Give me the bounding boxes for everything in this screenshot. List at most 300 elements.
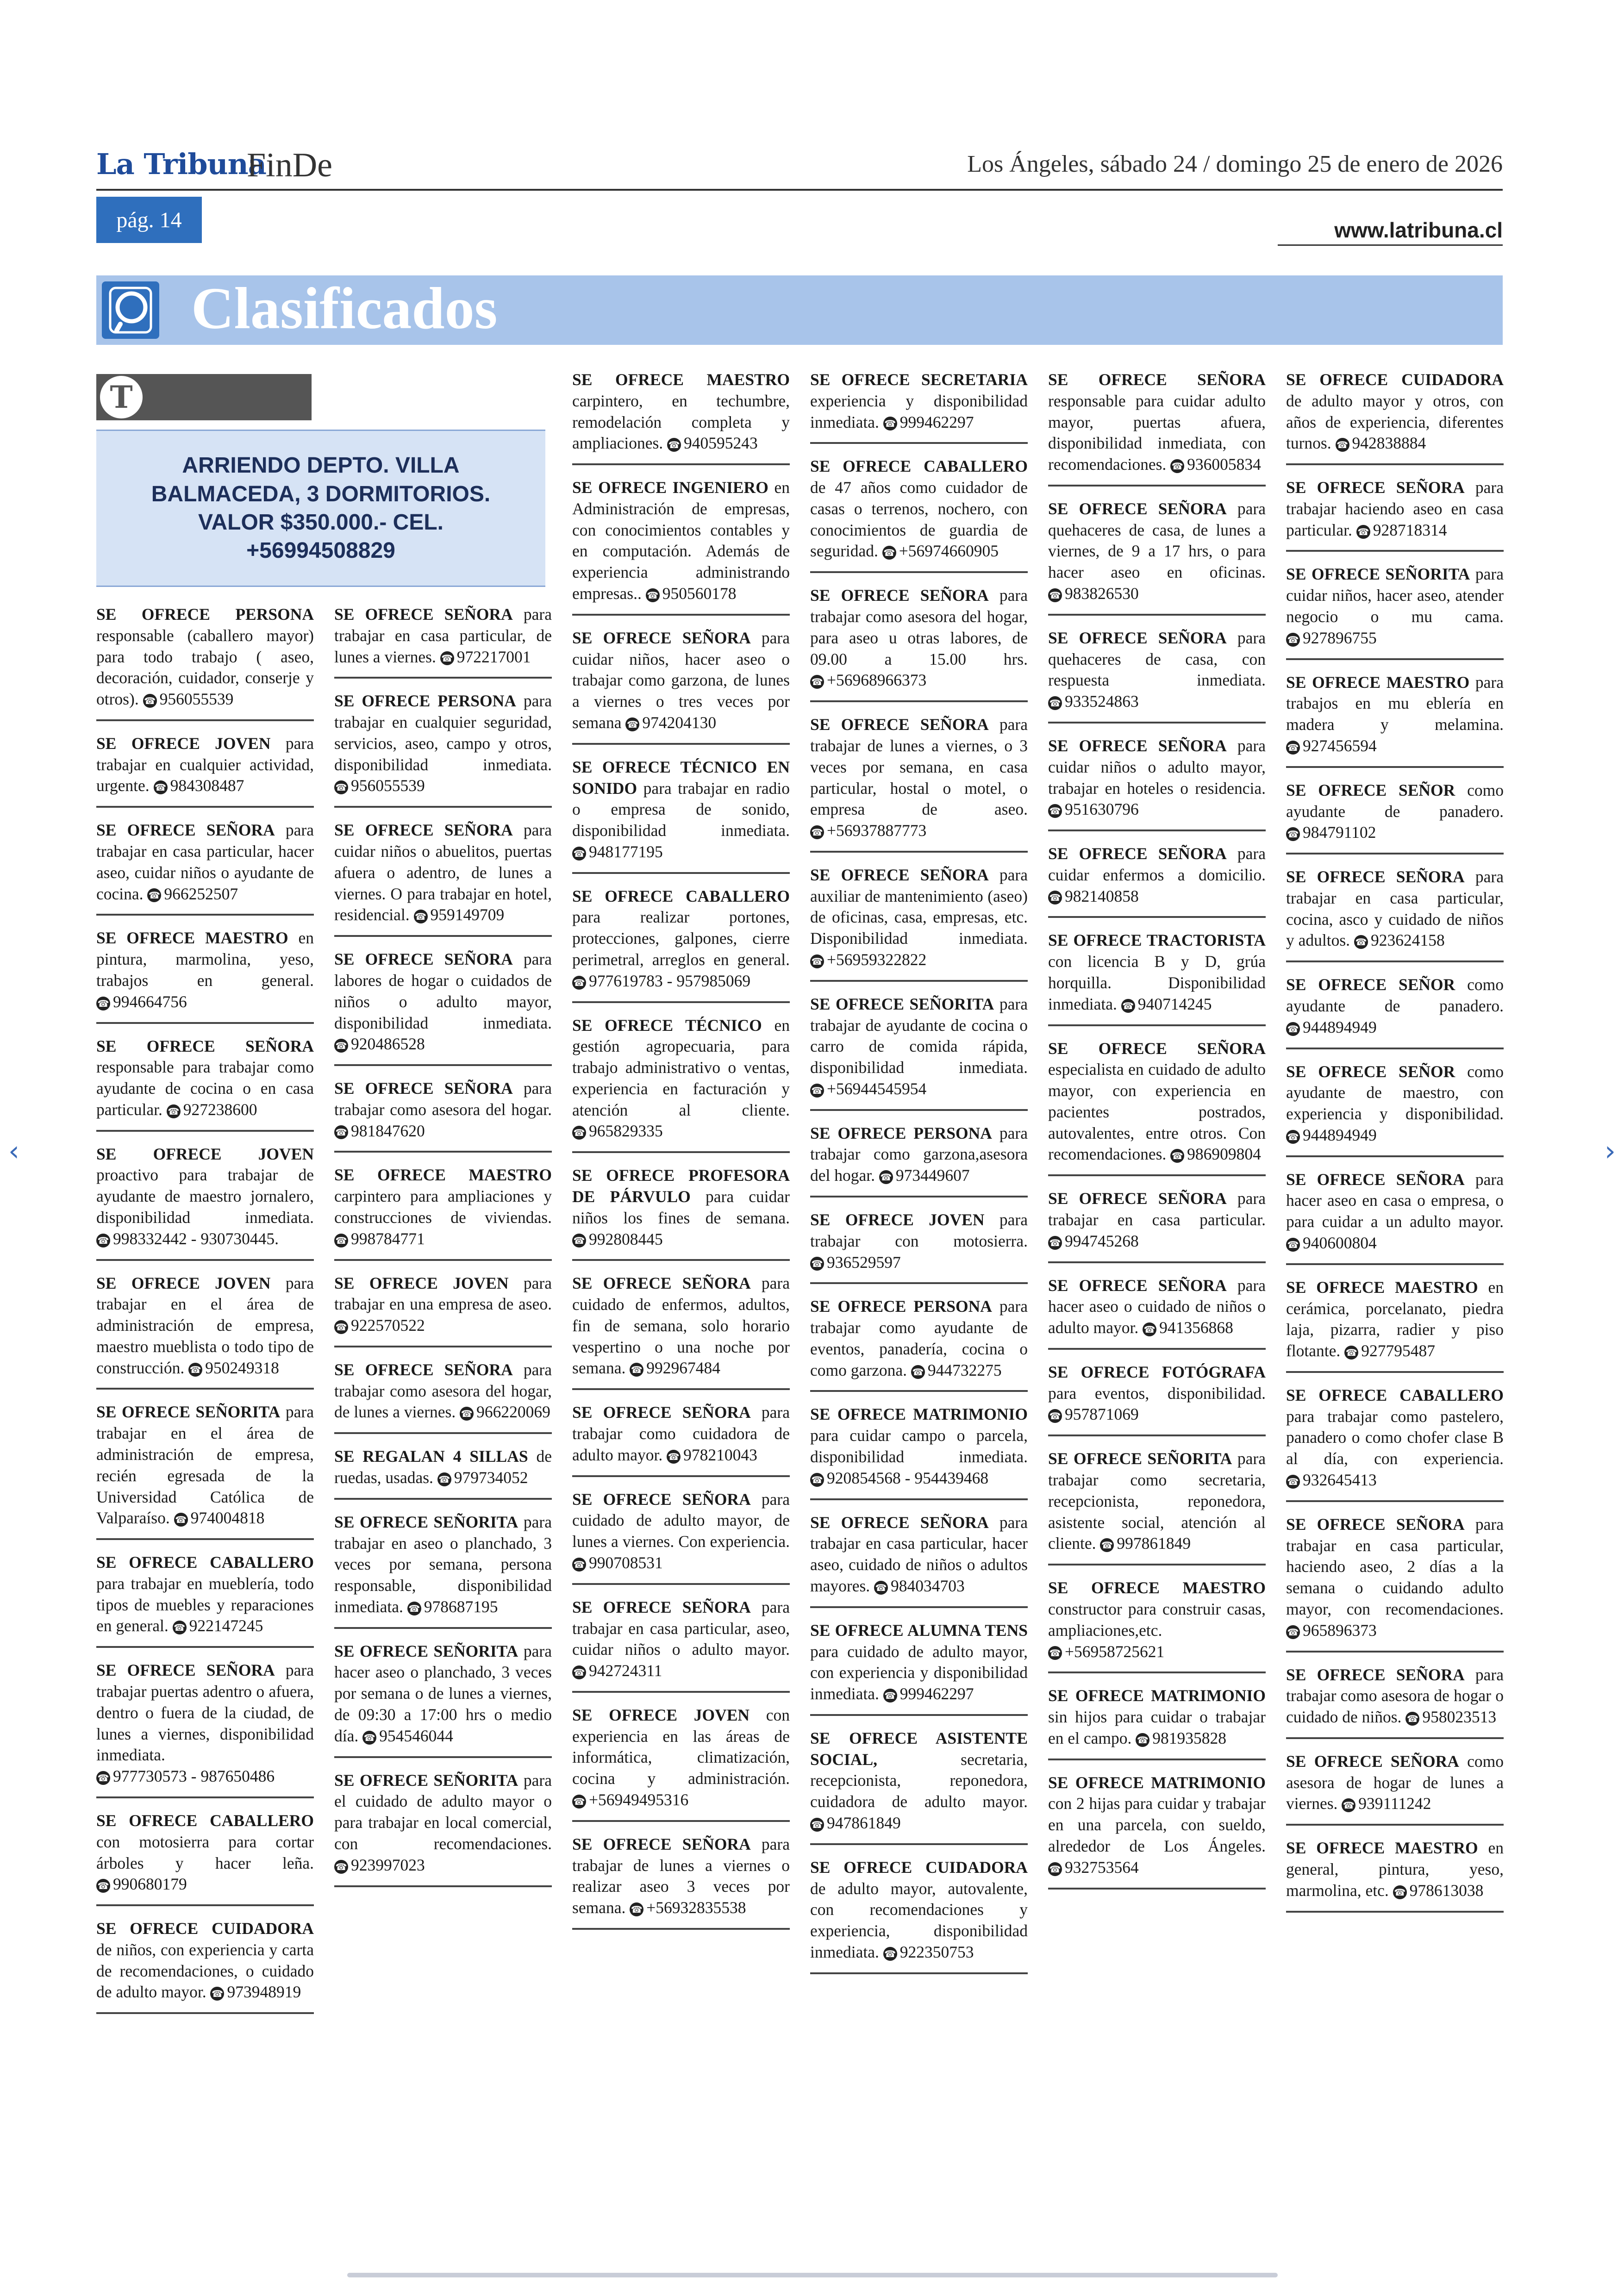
ad-phone[interactable] — [147, 885, 238, 903]
ad-phone[interactable] — [1121, 995, 1212, 1013]
classified-ad — [1286, 672, 1504, 768]
phone-number[interactable]: 922570522 — [351, 1316, 425, 1335]
phone-number[interactable]: 986909804 — [1187, 1145, 1261, 1164]
classified-ad — [96, 1402, 314, 1540]
ad-phone[interactable] — [167, 1100, 257, 1119]
classifieds-column-5 — [1048, 369, 1266, 1902]
ad-phone[interactable] — [154, 776, 244, 795]
ad-phone[interactable] — [630, 1898, 746, 1917]
ad-phone[interactable] — [874, 1577, 965, 1595]
phone-number[interactable]: 959149709 — [430, 905, 505, 924]
ad-phone[interactable] — [879, 1166, 970, 1185]
classified-ad — [572, 1705, 790, 1822]
phone-number[interactable]: 932753564 — [1065, 1858, 1139, 1877]
ad-heading: SE OFRECE PERSONA — [334, 692, 516, 711]
ad-phone[interactable] — [188, 1359, 279, 1377]
ad-body: experiencia y disponibilidad inmediata. — [810, 391, 1028, 431]
ad-phone[interactable] — [1286, 1234, 1377, 1252]
ad-heading: SE OFRECE MAESTRO — [96, 929, 288, 948]
phone-number[interactable]: 965829335 — [589, 1122, 663, 1141]
phone-number[interactable]: 957871069 — [1065, 1405, 1139, 1424]
phone-icon: ☎ — [572, 1126, 586, 1140]
ad-body: para trabajar como secretaria, recepcionista, reponedora, asistente social, atención al cliente. — [1048, 1449, 1266, 1553]
phone-number[interactable]: 977730573 - 987650486 — [113, 1767, 275, 1786]
phone-number[interactable]: 922350753 — [899, 1942, 974, 1961]
phone-number[interactable]: 994664756 — [113, 992, 187, 1011]
ad-phone[interactable] — [572, 842, 663, 861]
classified-ad — [810, 714, 1028, 853]
phone-number[interactable]: 958023513 — [1422, 1708, 1497, 1727]
phone-number[interactable]: 922147245 — [189, 1616, 263, 1635]
phone-icon: ☎ — [572, 1558, 586, 1572]
ad-phone[interactable] — [810, 671, 926, 689]
ad-body: para cuidar campo o parcela, disponibilidad inmediata. — [810, 1426, 1028, 1466]
phone-icon: ☎ — [174, 1513, 188, 1527]
classified-ad — [572, 369, 790, 465]
ad-heading: SE OFRECE CABALLERO — [96, 1553, 314, 1572]
ad-phone[interactable] — [625, 713, 716, 732]
ad-body: carpintero para ampliaciones y construcciones de viviendas. — [334, 1187, 552, 1227]
ad-body: para trabajar como pastelero, panadero o como chofer clase B al día, con experiencia. — [1286, 1407, 1504, 1468]
ad-heading: SE OFRECE MATRIMONIO — [1048, 1686, 1266, 1705]
phone-icon: ☎ — [414, 910, 428, 923]
classified-ad — [1048, 1188, 1266, 1263]
ad-phone[interactable] — [1048, 692, 1139, 711]
classified-ad — [810, 456, 1028, 573]
classified-ad — [810, 585, 1028, 702]
ad-body: con licencia B y D, grúa horquilla. Disponibilidad inmediata. — [1048, 952, 1266, 1013]
phone-icon: ☎ — [1121, 999, 1135, 1013]
ad-phone[interactable] — [882, 542, 999, 560]
ad-heading: SE OFRECE MATRIMONIO — [1048, 1773, 1266, 1792]
ad-phone[interactable] — [667, 1446, 757, 1464]
ad-phone[interactable] — [96, 992, 187, 1011]
ad-body: para trabajar en casa particular, aseo, cuidar niños o adulto mayor. — [572, 1597, 790, 1659]
classified-ad — [1286, 780, 1504, 854]
classified-ad — [572, 757, 790, 874]
ad-heading: SE OFRECE SEÑORA — [1048, 736, 1227, 755]
ad-phone[interactable] — [1405, 1708, 1496, 1726]
phone-icon: ☎ — [1048, 696, 1062, 710]
classified-ad — [572, 1402, 790, 1477]
phone-number[interactable]: 936529597 — [827, 1253, 901, 1272]
ad-phone[interactable] — [1170, 1145, 1261, 1163]
classified-ad — [1286, 1277, 1504, 1373]
ad-body: para trabajar haciendo aseo en casa particular. — [1286, 478, 1504, 539]
ad-phone[interactable] — [414, 905, 505, 924]
phone-number[interactable]: 951630796 — [1065, 800, 1139, 819]
phone-number[interactable]: +56949495316 — [589, 1790, 689, 1809]
ad-phone[interactable] — [96, 1229, 279, 1248]
ad-phone[interactable] — [96, 1767, 275, 1785]
ad-body: para trabajar en casa particular, hacer aseo, cuidar niños o ayudante de cocina. — [96, 821, 314, 903]
ad-phone[interactable] — [1048, 1858, 1139, 1877]
ad-heading: SE OFRECE CUIDADORA — [96, 1919, 314, 1938]
phone-number[interactable]: 923624158 — [1370, 931, 1445, 950]
ad-phone[interactable] — [96, 1875, 187, 1893]
phone-number[interactable]: 978210043 — [683, 1445, 757, 1464]
phone-number[interactable]: 920854568 - 954439468 — [827, 1468, 989, 1487]
ad-phone[interactable] — [572, 1790, 688, 1809]
classifieds-column-1 — [96, 604, 314, 2026]
ad-phone[interactable] — [1136, 1729, 1226, 1747]
ad-phone[interactable] — [572, 1230, 663, 1248]
ad-phone[interactable] — [437, 1468, 528, 1487]
phone-number[interactable]: 981935828 — [1152, 1728, 1227, 1747]
classified-ad — [1048, 628, 1266, 723]
ad-heading: SE OFRECE SEÑORITA — [334, 1771, 518, 1790]
phone-number[interactable]: 932645413 — [1303, 1471, 1377, 1490]
phone-number[interactable]: 999462297 — [899, 1684, 974, 1703]
ad-phone[interactable] — [911, 1361, 1002, 1379]
ad-phone[interactable] — [1344, 1341, 1435, 1360]
ad-heading: SE OFRECE SEÑORA — [1048, 1039, 1266, 1058]
ad-heading: SE OFRECE PERSONA — [96, 605, 314, 624]
phone-number[interactable]: 965896373 — [1303, 1621, 1377, 1640]
classified-ad — [96, 1273, 314, 1390]
classified-ad — [810, 1296, 1028, 1392]
phone-number[interactable]: +56974660905 — [899, 542, 999, 561]
phone-number[interactable]: 942724311 — [589, 1661, 662, 1680]
ad-phone[interactable] — [883, 413, 974, 431]
phone-number[interactable]: 992967484 — [646, 1359, 720, 1378]
classified-ad — [572, 1273, 790, 1390]
ad-heading: SE OFRECE SEÑORA — [1286, 1515, 1465, 1534]
ad-phone[interactable] — [572, 1553, 663, 1572]
phone-number[interactable]: 982140858 — [1065, 886, 1139, 905]
classified-ad — [1286, 1061, 1504, 1157]
ad-phone[interactable] — [572, 1661, 662, 1680]
ad-phone[interactable] — [334, 1229, 425, 1248]
phone-icon: ☎ — [810, 675, 824, 689]
phone-number[interactable]: 997861849 — [1117, 1534, 1191, 1553]
phone-number[interactable]: 966220069 — [476, 1403, 550, 1422]
classified-ad — [96, 733, 314, 808]
phone-icon: ☎ — [879, 1170, 893, 1184]
ad-heading: SE OFRECE SEÑORA — [572, 1490, 751, 1509]
phone-icon: ☎ — [96, 1771, 110, 1785]
phone-number[interactable]: 940600804 — [1303, 1234, 1377, 1252]
ad-heading: SE OFRECE TRACTORISTA — [1048, 931, 1266, 950]
ad-heading: SE OFRECE SEÑOR — [1286, 780, 1455, 799]
ad-phone[interactable] — [362, 1727, 453, 1745]
ad-heading: SE OFRECE SEÑORA — [572, 1834, 751, 1853]
phone-number[interactable]: 999462297 — [899, 412, 974, 431]
ad-body: con experiencia en las áreas de informática, climatización, cocina y administración. — [572, 1705, 790, 1788]
ad-phone[interactable] — [1393, 1881, 1484, 1900]
ad-heading: SE OFRECE SEÑORA — [1048, 844, 1227, 863]
classified-ad — [334, 1273, 552, 1347]
classified-ad — [1286, 1665, 1504, 1739]
phone-number[interactable]: 966252507 — [164, 884, 238, 903]
ad-phone[interactable] — [407, 1597, 498, 1616]
phone-number[interactable]: 950249318 — [205, 1358, 279, 1377]
phone-icon: ☎ — [810, 825, 824, 839]
chevron-right-icon[interactable]: › — [1605, 1135, 1616, 1167]
classified-ad — [572, 886, 790, 1003]
magnifier-icon — [102, 281, 159, 339]
phone-number[interactable]: 998332442 - 930730445. — [113, 1229, 279, 1248]
phone-number[interactable]: 978613038 — [1409, 1881, 1484, 1900]
classified-ad — [1048, 1038, 1266, 1177]
phone-number[interactable]: 933524863 — [1065, 692, 1139, 711]
phone-icon: ☎ — [173, 1621, 187, 1634]
phone-number[interactable]: 927896755 — [1303, 628, 1377, 647]
page-number-badge: pág. 14 — [96, 197, 202, 243]
ad-phone[interactable] — [1048, 1232, 1139, 1250]
section-name: FinDe — [247, 146, 332, 184]
ad-body: para trabajar como asesora de hogar o cuidado de niños. — [1286, 1665, 1504, 1727]
ad-phone[interactable] — [667, 434, 758, 452]
ad-phone[interactable] — [1336, 434, 1426, 452]
phone-icon: ☎ — [810, 1084, 824, 1098]
ad-heading: SE OFRECE INGENIERO — [572, 478, 768, 497]
ad-heading: SE OFRECE SEÑORITA — [334, 1641, 518, 1660]
phone-number[interactable]: 979734052 — [454, 1468, 528, 1487]
ad-phone[interactable] — [143, 690, 234, 708]
ad-body: constructor para construir casas, ampliaciones,etc. — [1048, 1599, 1266, 1640]
ad-phone[interactable] — [1354, 931, 1445, 949]
ad-heading: SE OFRECE JOVEN — [334, 1273, 509, 1292]
ad-phone[interactable] — [1048, 1642, 1164, 1661]
ad-phone[interactable] — [440, 648, 531, 666]
phone-number[interactable]: 927456594 — [1303, 736, 1377, 755]
ad-phone[interactable] — [334, 1856, 425, 1874]
classified-ad — [1286, 974, 1504, 1049]
ad-phone[interactable] — [1286, 1471, 1377, 1489]
ad-body: para trabajar en casa particular, cocina, asco y cuidado de niños y adultos. — [1286, 867, 1504, 950]
phone-number[interactable]: 990708531 — [589, 1553, 663, 1572]
phone-number[interactable]: 956055539 — [159, 690, 234, 709]
ad-phone[interactable] — [572, 1122, 663, 1140]
phone-number[interactable]: 940714245 — [1137, 994, 1212, 1013]
ad-heading: SE OFRECE SEÑORA — [334, 821, 513, 840]
ad-phone[interactable] — [810, 1079, 926, 1098]
phone-icon: ☎ — [143, 694, 157, 708]
phone-number[interactable]: 936005834 — [1187, 455, 1261, 474]
ad-phone[interactable] — [1100, 1534, 1191, 1553]
classified-ad — [96, 1144, 314, 1261]
ad-body: para cuidado de adulto mayor, con experiencia y disponibilidad inmediata. — [810, 1642, 1028, 1703]
phone-icon: ☎ — [1286, 741, 1300, 755]
phone-icon: ☎ — [1048, 1862, 1062, 1876]
ad-heading: SE OFRECE SEÑORA — [1048, 1276, 1227, 1295]
ad-phone[interactable] — [646, 584, 737, 603]
ad-phone[interactable] — [810, 1253, 901, 1272]
ad-phone[interactable] — [630, 1359, 720, 1377]
ad-phone[interactable] — [810, 950, 926, 969]
classifieds-column-3 — [572, 369, 790, 1942]
phone-number[interactable]: 948177195 — [589, 842, 663, 861]
phone-icon: ☎ — [1286, 1022, 1300, 1036]
ad-phone[interactable] — [1342, 1794, 1431, 1813]
ad-body: como ayudante de maestro, con experiencia y disponibilidad. — [1286, 1062, 1504, 1123]
phone-number[interactable]: 927238600 — [183, 1100, 257, 1119]
ad-heading: SE OFRECE TÉCNICO EN SONIDO — [572, 757, 790, 798]
ad-phone[interactable] — [1170, 455, 1261, 474]
ad-phone[interactable] — [460, 1403, 550, 1421]
ad-body: como ayudante de panadero. — [1286, 780, 1504, 821]
ad-body: en pintura, marmolina, yeso, trabajos en general. — [96, 929, 314, 990]
classified-ad — [572, 628, 790, 745]
phone-number[interactable]: +56932835538 — [646, 1898, 746, 1917]
phone-number[interactable]: 944894949 — [1303, 1017, 1377, 1036]
ad-body: para trabajar como cuidadora de adulto mayor. — [572, 1403, 790, 1464]
ad-body: con 2 hijas para cuidar y trabajar en una parcela, con sueldo, alrededor de Los Ángeles. — [1048, 1794, 1266, 1855]
ad-heading: SE OFRECE MAESTRO — [1286, 673, 1470, 692]
phone-number[interactable]: 942838884 — [1352, 434, 1426, 453]
phone-icon: ☎ — [147, 888, 161, 902]
phone-number[interactable]: 973449607 — [895, 1166, 970, 1185]
phone-number[interactable]: 974004818 — [190, 1509, 265, 1528]
classified-ad — [810, 994, 1028, 1111]
classified-ad — [334, 691, 552, 808]
classified-ad — [1048, 930, 1266, 1026]
ad-heading: SE OFRECE CABALLERO — [810, 457, 1028, 476]
ad-phone[interactable] — [1048, 800, 1139, 818]
phone-number[interactable]: 994745268 — [1065, 1231, 1139, 1250]
ad-phone[interactable] — [810, 821, 926, 840]
ad-body: para quehaceres de casa, de lunes a viernes, de 9 a 17 hrs, o para hacer aseo en oficinas. — [1048, 499, 1266, 582]
horizontal-scrollbar[interactable] — [347, 2273, 1278, 2277]
phone-number[interactable]: 927795487 — [1361, 1341, 1435, 1360]
phone-number[interactable]: 956055539 — [351, 776, 425, 795]
ad-phone[interactable] — [1048, 887, 1139, 905]
ad-phone[interactable] — [1286, 1621, 1377, 1640]
phone-number[interactable]: 978687195 — [424, 1597, 498, 1616]
ad-phone[interactable] — [334, 1035, 425, 1053]
ad-body: para hacer aseo o planchado, 3 veces por semana o de lunes a viernes, de 09:30 a 17:00 hrs o medio día. — [334, 1641, 552, 1745]
ad-phone[interactable] — [883, 1943, 974, 1961]
ad-heading: SE OFRECE JOVEN — [96, 734, 271, 753]
classified-ad — [1048, 843, 1266, 918]
classified-ad — [1048, 1772, 1266, 1890]
phone-number[interactable]: 939111242 — [1358, 1794, 1431, 1813]
ad-body: secretaria, recepcionista, reponedora, cuidadora de adulto mayor. — [810, 1750, 1028, 1811]
ad-phone[interactable] — [1286, 823, 1376, 842]
phone-icon: ☎ — [572, 847, 586, 861]
ad-body: para trabajar como asesora del hogar. — [334, 1079, 552, 1119]
ad-heading: SE OFRECE SEÑORA — [334, 950, 513, 969]
phone-number[interactable]: 981847620 — [351, 1121, 425, 1140]
ad-phone[interactable] — [210, 1983, 301, 2001]
phone-number[interactable]: +56968966373 — [827, 671, 927, 690]
ad-phone[interactable] — [334, 1316, 425, 1335]
phone-number[interactable]: 923997023 — [351, 1855, 425, 1874]
ad-heading: SE OFRECE PERSONA — [810, 1123, 992, 1142]
phone-number[interactable]: 950560178 — [662, 584, 737, 603]
phone-number[interactable]: 974204130 — [642, 713, 717, 732]
ad-phone[interactable] — [173, 1616, 263, 1635]
phone-icon: ☎ — [667, 1450, 681, 1464]
phone-icon: ☎ — [1048, 1409, 1062, 1423]
phone-number[interactable]: 928718314 — [1373, 520, 1447, 539]
ad-phone[interactable] — [572, 972, 750, 990]
classifieds-column-4 — [810, 369, 1028, 1986]
ad-phone[interactable] — [1356, 521, 1447, 539]
ad-phone[interactable] — [1048, 1405, 1139, 1423]
phone-number[interactable]: 920486528 — [351, 1035, 425, 1054]
ad-phone[interactable] — [1048, 584, 1139, 603]
ad-phone[interactable] — [810, 1469, 988, 1487]
ad-phone[interactable] — [334, 1122, 425, 1140]
phone-number[interactable]: 941356868 — [1159, 1318, 1233, 1337]
ad-heading: SE OFRECE MAESTRO — [1048, 1578, 1266, 1597]
website-link[interactable]: www.latribuna.cl — [1334, 218, 1503, 242]
ad-phone[interactable] — [810, 1814, 901, 1832]
phone-number[interactable]: 984791102 — [1303, 823, 1376, 842]
phone-number[interactable]: 992808445 — [589, 1229, 663, 1248]
ad-heading: SE OFRECE ALUMNA TENS — [810, 1621, 1028, 1640]
phone-icon: ☎ — [911, 1365, 925, 1379]
phone-number[interactable]: +56944545954 — [827, 1079, 927, 1098]
dateline: Los Ángeles, sábado 24 / domingo 25 de enero de 2026 — [967, 151, 1503, 177]
ad-body: para trabajos en mu eblería en madera y melamina. — [1286, 673, 1504, 734]
ad-heading: SE OFRECE SEÑORA — [1286, 867, 1465, 886]
ad-phone[interactable] — [174, 1509, 265, 1527]
phone-number[interactable]: 972217001 — [456, 647, 531, 666]
phone-icon: ☎ — [810, 954, 824, 968]
ad-heading: SE OFRECE SEÑORA — [334, 605, 513, 624]
phone-icon: ☎ — [630, 1902, 643, 1916]
phone-number[interactable]: +56937887773 — [827, 821, 927, 840]
phone-icon: ☎ — [667, 438, 681, 452]
phone-number[interactable]: 977619783 - 957985069 — [589, 971, 751, 990]
ad-phone[interactable] — [1286, 629, 1377, 647]
ad-phone[interactable] — [1286, 1018, 1377, 1036]
ad-heading: SE OFRECE SEÑORITA — [1048, 1449, 1232, 1468]
phone-number[interactable]: 954546044 — [379, 1726, 453, 1745]
ad-phone[interactable] — [1286, 736, 1377, 755]
ad-heading: SE OFRECE SEÑORA — [96, 1661, 275, 1680]
classified-ad — [1286, 564, 1504, 660]
phone-icon: ☎ — [1286, 1130, 1300, 1144]
phone-number[interactable]: 998784771 — [351, 1229, 425, 1248]
classified-ad — [810, 1210, 1028, 1284]
phone-number[interactable]: 944894949 — [1303, 1125, 1377, 1144]
phone-number[interactable]: +56958725621 — [1065, 1642, 1165, 1661]
ad-body: para cuidado de enfermos, adultos, fin de semana, solo horario vespertino o una noche por semana. — [572, 1274, 790, 1378]
phone-number[interactable]: 940595243 — [684, 434, 758, 453]
phone-number[interactable]: 944732275 — [927, 1360, 1002, 1379]
phone-number[interactable]: 984308487 — [170, 776, 244, 795]
phone-number[interactable]: 983826530 — [1065, 584, 1139, 603]
phone-number[interactable]: 990680179 — [113, 1875, 187, 1894]
ad-phone[interactable] — [334, 776, 425, 795]
phone-icon: ☎ — [96, 1879, 110, 1893]
ad-body: para trabajar como asesora del hogar, de lunes a viernes. — [334, 1360, 552, 1422]
phone-icon: ☎ — [1048, 588, 1062, 602]
ad-phone[interactable] — [883, 1684, 974, 1703]
chevron-left-icon[interactable]: ‹ — [8, 1135, 19, 1167]
phone-number[interactable]: 984034703 — [891, 1576, 965, 1595]
phone-icon: ☎ — [96, 1234, 110, 1247]
phone-icon: ☎ — [883, 417, 897, 430]
ad-body: responsable para cuidar adulto mayor, puertas afuera, disponibilidad inmediata, con recomendaciones. — [1048, 391, 1266, 474]
ad-heading: SE OFRECE SEÑORA — [96, 821, 275, 840]
ad-phone[interactable] — [1286, 1126, 1377, 1144]
phone-number[interactable]: +56959322822 — [827, 950, 927, 969]
ad-body: para cuidado de adulto mayor, de lunes a viernes. Con experiencia. — [572, 1490, 790, 1551]
phone-icon: ☎ — [437, 1472, 451, 1486]
phone-number[interactable]: 947861849 — [827, 1813, 901, 1832]
ad-body: como asesora de hogar de lunes a viernes. — [1286, 1752, 1504, 1813]
ad-body: para trabajar en casa particular. — [1048, 1189, 1266, 1229]
ad-body: sin hijos para cuidar o trabajar en el campo. — [1048, 1708, 1266, 1747]
phone-number[interactable]: 973948919 — [227, 1983, 301, 2002]
phone-icon: ☎ — [334, 1320, 348, 1334]
ad-phone[interactable] — [1143, 1318, 1233, 1337]
